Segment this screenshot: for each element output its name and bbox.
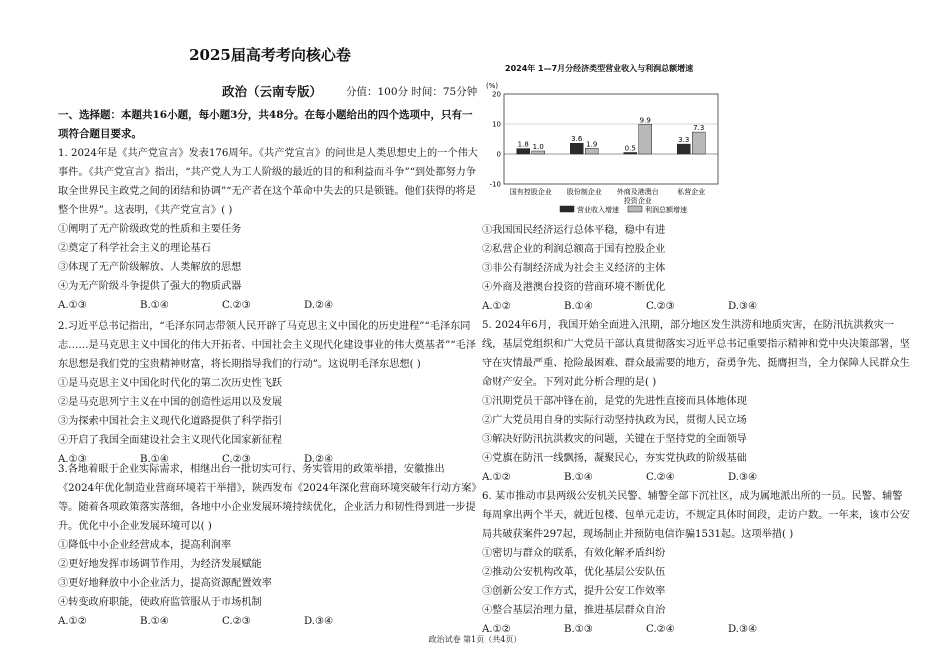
option-b[interactable]: B.①④ xyxy=(140,300,169,311)
option-d[interactable]: D.③④ xyxy=(304,616,334,627)
bar xyxy=(692,132,705,154)
question-item: ①阐明了无产阶级政党的性质和主要任务 xyxy=(58,224,242,235)
option-c[interactable]: C.②③ xyxy=(222,454,251,465)
option-a[interactable]: A.①② xyxy=(482,472,511,483)
question-item: ②私营企业的利润总额高于国有控股企业 xyxy=(482,244,666,255)
legend-swatch xyxy=(560,206,574,212)
data-label: 1.9 xyxy=(586,140,598,149)
x-tick-label: 外商及港澳台 xyxy=(616,188,659,196)
bar xyxy=(517,149,530,154)
question-2 xyxy=(58,317,478,469)
question-item: ③创新公安工作方式，提升公安工作效率 xyxy=(482,586,666,597)
option-d[interactable]: D.③④ xyxy=(728,472,758,483)
x-tick-label: 股份制企业 xyxy=(566,188,602,196)
data-label: 1.8 xyxy=(517,140,529,149)
question-item: ①降低中小企业经营成本，提高利润率 xyxy=(58,540,232,551)
legend-label: 利润总额增速 xyxy=(645,206,687,214)
option-c[interactable]: C.②③ xyxy=(646,301,675,312)
exam-title: 2025届高考考向核心卷 xyxy=(189,46,351,64)
y-tick-label: -10 xyxy=(489,180,501,189)
legend-swatch xyxy=(628,206,642,212)
x-tick-label: 投资企业 xyxy=(623,197,652,205)
question-item: ④开启了我国全面建设社会主义现代化国家新征程 xyxy=(58,435,283,446)
y-tick-label: 20 xyxy=(492,90,501,99)
answer-options xyxy=(482,297,912,316)
y-axis-unit: (%) xyxy=(486,82,499,90)
bar xyxy=(570,143,583,154)
bar xyxy=(624,153,637,155)
chart-title: 2024年 1—7月分经济类型营业收入与利润总额增速 xyxy=(505,64,694,73)
question-item: ②广大党员用自身的实际行动坚持执政为民，贯彻人民立场 xyxy=(482,415,747,426)
option-b[interactable]: B.①④ xyxy=(564,472,593,483)
question-item: ②推动公安机构改革，优化基层公安队伍 xyxy=(482,567,666,578)
question-item: ①是马克思主义中国化时代化的第二次历史性飞跃 xyxy=(58,378,283,389)
question-item: ①汛期党员干部冲锋在前，是党的先进性直接而具体地体现 xyxy=(482,396,747,407)
option-a[interactable]: A.①③ xyxy=(58,454,87,465)
x-tick-label: 私营企业 xyxy=(677,188,706,196)
question-item: ④外商及港澳台投资的营商环境不断优化 xyxy=(482,282,666,293)
option-b[interactable]: B.①④ xyxy=(140,616,169,627)
option-b[interactable]: B.①③ xyxy=(564,624,593,635)
question-item: ①密切与群众的联系，有效化解矛盾纠纷 xyxy=(482,548,666,559)
question-6 xyxy=(482,487,912,639)
answer-options xyxy=(58,612,478,631)
question-item: ④整合基层治理力量，推进基层群众自治 xyxy=(482,605,666,616)
question-item: ②更好地发挥市场调节作用，为经济发展赋能 xyxy=(58,559,262,570)
y-tick-label: 10 xyxy=(492,120,501,129)
page-footer: 政治试卷 第1页（共4页） xyxy=(428,635,522,644)
option-c[interactable]: C.②④ xyxy=(646,624,675,635)
y-tick-label: 0 xyxy=(496,150,501,159)
option-b[interactable]: B.①④ xyxy=(564,301,593,312)
option-d[interactable]: D.②④ xyxy=(304,300,334,311)
option-d[interactable]: D.③④ xyxy=(728,624,758,635)
option-c[interactable]: C.②③ xyxy=(222,300,251,311)
exam-subject: 政治（云南专版） xyxy=(222,84,323,99)
question-item: ④党旗在防汛一线飘扬，凝聚民心，夯实党执政的阶级基础 xyxy=(482,453,747,464)
data-label: 3.3 xyxy=(678,136,690,145)
question-4 xyxy=(482,221,912,316)
option-c[interactable]: C.②③ xyxy=(222,616,251,627)
question-item: ③体现了无产阶级解放、人类解放的思想 xyxy=(58,262,242,273)
question-stem: 2.习近平总书记指出，“毛泽东同志带领人民开辟了马克思主义中国化的历史进程”“毛泽东同志……是马克思主义中国化的伟大开拓者、中国社会主义现代化建设事业的伟大奠基者”“毛泽东思想是我们党的宝贵精神财富，将长期指导我们的行动”。这说明毛泽东思想( ) xyxy=(58,321,476,370)
x-tick-label: 国有控股企业 xyxy=(509,188,552,196)
question-item: ③解决好防汛抗洪救灾的问题，关键在于坚持党的全面领导 xyxy=(482,434,747,445)
bar xyxy=(677,144,690,154)
bar-chart xyxy=(482,76,732,224)
question-5 xyxy=(482,316,912,487)
answer-options xyxy=(482,468,912,487)
question-item: ②奠定了科学社会主义的理论基石 xyxy=(58,243,211,254)
section-intro: 一、选择题：本题共16小题，每小题3分，共48分。在每小题给出的四个选项中，只有一项符合题目要求。 xyxy=(58,109,473,140)
question-stem: 5. 2024年6月，我国开始全面进入汛期，部分地区发生洪涝和地质灾害，在防汛抗洪救灾一线，基层党组织和广大党员干部认真贯彻落实习近平总书记重要指示精神和党中央决策部署，坚守在灾情最严重、抢险最困难、群众最需要的地方，奋勇争先、挺膺担当，全力保障人民群众生命财产安全。下列对此分析合理的是( ) xyxy=(482,320,910,388)
data-label: 9.9 xyxy=(639,116,651,125)
option-a[interactable]: A.①② xyxy=(58,616,87,627)
question-item: ①我国国民经济运行总体平稳，稳中有进 xyxy=(482,225,666,236)
bar xyxy=(532,151,545,154)
option-a[interactable]: A.①② xyxy=(482,301,511,312)
option-d[interactable]: D.③④ xyxy=(728,301,758,312)
bar xyxy=(639,124,652,154)
question-1 xyxy=(58,144,478,315)
question-stem: 1. 2024年是《共产党宣言》发表176周年。《共产党宣言》的问世是人类思想史上的一个伟大事件。《共产党宣言》指出，“共产党人为工人阶级的最近的目的和利益而斗争”“到处都努力争取全世界民主政党之间的团结和协调”“无产者在这个革命中失去的只是锁链。他们获得的将是整个世界”。这表明，《共产党宣言》( ) xyxy=(58,148,478,216)
question-item: ③更好地释放中小企业活力，提高资源配置效率 xyxy=(58,578,272,589)
bar xyxy=(585,148,598,154)
data-label: 1.0 xyxy=(532,143,544,151)
question-stem: 3.各地着眼于企业实际需求，相继出台一批切实可行、务实管用的政策举措，安徽推出《2024年优化制造业营商环境若干举措》，陕西发布《2024年深化营商环境突破年行动方案》等。随着各项政策落实落细，各地中小企业发展环境持续优化，企业活力和韧性得到进一步提升。优化中小企业发展环境可以( ) xyxy=(58,464,477,532)
question-item: ③非公有制经济成为社会主义经济的主体 xyxy=(482,263,666,274)
score-time: 分值：100分 时间：75分钟 xyxy=(346,86,478,98)
question-item: ④转变政府职能，使政府监管服从于市场机制 xyxy=(58,597,262,608)
option-b[interactable]: B.①④ xyxy=(140,454,169,465)
option-a[interactable]: A.①③ xyxy=(58,300,87,311)
legend-label: 营业收入增速 xyxy=(577,206,619,214)
data-label: 7.3 xyxy=(693,124,705,133)
question-item: ④为无产阶级斗争提供了强大的物质武器 xyxy=(58,281,242,292)
answer-options xyxy=(58,296,478,315)
option-d[interactable]: D.②④ xyxy=(304,454,334,465)
question-item: ③为探索中国社会主义现代化道路提供了科学指引 xyxy=(58,416,283,427)
data-label: 0.5 xyxy=(624,144,636,153)
question-3 xyxy=(58,460,478,631)
data-label: 3.6 xyxy=(571,135,583,144)
question-item: ②是马克思列宁主义在中国的创造性运用以及发展 xyxy=(58,397,283,408)
question-stem: 6. 某市推动市县两级公安机关民警、辅警全部下沉社区，成为属地派出所的一员。民警、辅警每周拿出两个半天，就近包楼、包单元走访，不规定具体时间段，走访户数。一年来，该市公安局共破获案件297起，现场制止并预防电信诈骗1531起。这项举措( ) xyxy=(482,491,910,540)
option-c[interactable]: C.②④ xyxy=(646,472,675,483)
option-a[interactable]: A.①② xyxy=(482,624,511,635)
